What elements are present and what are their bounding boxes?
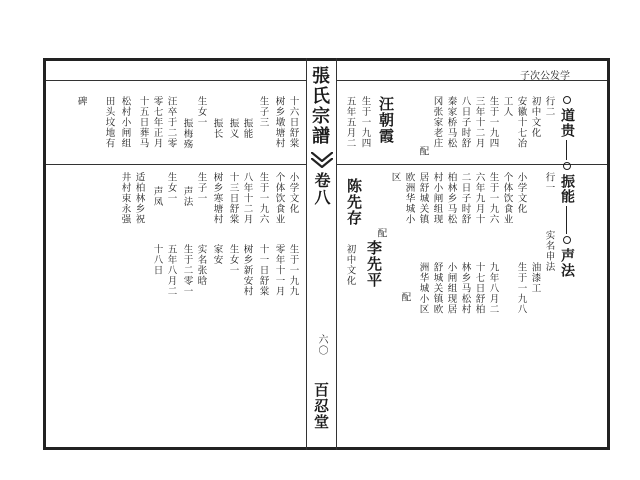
left-bottom-col-8b: 五年八月二 [165, 244, 177, 297]
left-bottom-col-7b: 生于二零一 [181, 244, 193, 297]
zhenneng-note-9: 区 [389, 172, 401, 183]
right-bottom-note-1: 生于一九八 [515, 262, 527, 315]
shengfa-note-2: 九年八月二 [487, 262, 499, 315]
left-bottom-col-3b: 树乡新安村 [241, 244, 253, 297]
right-bottom-note-0: 油漆工 [529, 262, 541, 294]
daogui-note-9: 配 [417, 146, 429, 157]
left-bottom-col-2a: 生于一九六 [257, 172, 269, 225]
zhenneng-note-0: 行一 [543, 172, 555, 193]
spine-title: 張氏宗譜 [309, 66, 330, 146]
lineage-gen3: 声法 [559, 248, 575, 278]
daogui-note-1: 初中文化 [529, 96, 541, 138]
left-top-col-13: 碑 [75, 96, 87, 107]
left-bottom-col-6b: 实名张晗 [195, 244, 207, 286]
zhenneng-note-7: 居舒城关镇 [417, 172, 429, 225]
left-bottom-col-0b: 生于一九九 [287, 244, 299, 297]
left-bottom-col-6a: 生子一 [195, 172, 207, 204]
left-bottom-col-9a: 声凤 [151, 186, 163, 207]
mid-rule-left [46, 164, 306, 165]
spine-line-left [306, 58, 307, 450]
spouse-wang-note-0: 生于一九四 [359, 96, 371, 149]
left-top-col-0: 十六日舒棠 [287, 96, 299, 149]
spine-hall-name: 百忍堂 [312, 382, 330, 430]
daogui-note-3: 工人 [501, 96, 513, 117]
zhenneng-note-8: 欧洲华城小 [403, 172, 415, 225]
left-top-col-11: 松村小闸组 [119, 96, 131, 149]
fishtail-bottom-icon [311, 158, 333, 168]
shengfa-note-6: 舒城关镇欧 [431, 262, 443, 315]
left-bottom-col-8a: 生女一 [165, 172, 177, 204]
spouse-li-name: 李先平 [365, 240, 383, 288]
right-top-note-0: 小学文化 [515, 172, 527, 214]
lineage-gen1: 道贵 [559, 108, 575, 138]
left-top-col-4: 振义 [227, 118, 239, 139]
left-bottom-col-5b: 家安 [211, 244, 223, 265]
zhenneng-note-6: 村小闸组现 [431, 172, 443, 225]
left-bottom-col-4a: 十三日舒棠 [227, 172, 239, 225]
zhenneng-note-5: 柏林乡马松 [445, 172, 457, 225]
shengfa-note-5: 小闸组现居 [445, 262, 457, 315]
top-rule-left [46, 80, 306, 81]
header-right-text: 子次公发学 [520, 71, 570, 82]
daogui-note-0: 行二 [543, 96, 555, 117]
lineage-ring-1 [563, 96, 571, 104]
lineage-ring-3 [563, 236, 571, 244]
zhenneng-note-3: 六年九月十 [473, 172, 485, 225]
left-bottom-col-9b: 十八日 [151, 244, 163, 276]
spouse-wang-note-1: 五年五月二 [344, 96, 356, 149]
left-bottom-col-3a: 八年十二月 [241, 172, 253, 225]
spine-line-right [336, 58, 337, 450]
lineage-gen2: 振能 [559, 174, 575, 204]
left-top-col-7: 生女一 [195, 96, 207, 128]
daogui-note-4: 生于一九四 [487, 96, 499, 149]
spouse-li-note-0: 初中文化 [344, 244, 356, 286]
left-top-col-1: 树乡墩塘村 [273, 96, 285, 149]
spine-volume: 卷八 [312, 172, 331, 206]
daogui-note-5: 三年十二月 [473, 96, 485, 149]
zhenneng-note-4: 二日子时舒 [459, 172, 471, 225]
left-top-col-9: 零七年正月 [151, 96, 163, 149]
left-bottom-col-5a: 树乡寒塘村 [211, 172, 223, 225]
spouse-wang-name: 汪朝霞 [377, 96, 395, 144]
zhenneng-note-1: 个体饮食业 [501, 172, 513, 225]
shengfa-note-4: 林乡马松村 [459, 262, 471, 315]
daogui-note-7: 秦家桥马松 [445, 96, 457, 149]
left-top-col-12: 田头坟地有 [103, 96, 115, 149]
left-top-col-6: 振梅殇 [181, 118, 193, 150]
daogui-note-8: 冈张家老庄 [431, 96, 443, 149]
daogui-note-2: 安徽十七冶 [515, 96, 527, 149]
left-bottom-col-0a: 小学文化 [287, 172, 299, 214]
left-top-col-2: 生子三 [257, 96, 269, 128]
zhenneng-note-10: 配 [375, 228, 387, 239]
shengfa-note-8: 配 [399, 292, 411, 303]
left-top-col-3: 振能 [241, 118, 253, 139]
shengfa-note-7: 洲华城小区 [417, 262, 429, 315]
left-bottom-col-4b: 生女一 [227, 244, 239, 276]
left-top-col-10: 十五日葬马 [137, 96, 149, 149]
shengfa-note-3: 十七日舒柏 [473, 262, 485, 315]
lineage-connector-2 [566, 206, 567, 234]
left-top-col-8: 汪卒于二零 [165, 96, 177, 149]
left-bottom-col-1b: 零年十一月 [273, 244, 285, 297]
shengfa-top-0: 实名申法 [543, 230, 555, 272]
daogui-note-6: 八日子时舒 [459, 96, 471, 149]
spine-page-number: 六〇 [316, 334, 327, 356]
lineage-connector-1 [566, 140, 567, 160]
left-bottom-col-2b: 十一日舒棠 [257, 244, 269, 297]
left-top-col-5: 振长 [211, 118, 223, 139]
spouse-chen-name: 陈先存 [345, 178, 363, 226]
left-bottom-col-10: 适柏林乡祝 [133, 172, 145, 225]
left-bottom-col-7a: 声法 [181, 186, 193, 207]
left-bottom-col-1a: 个体饮食业 [273, 172, 285, 225]
lineage-ring-2 [563, 162, 571, 170]
zhenneng-note-2: 生于一九六 [487, 172, 499, 225]
left-bottom-col-11: 井村束永强 [119, 172, 131, 225]
